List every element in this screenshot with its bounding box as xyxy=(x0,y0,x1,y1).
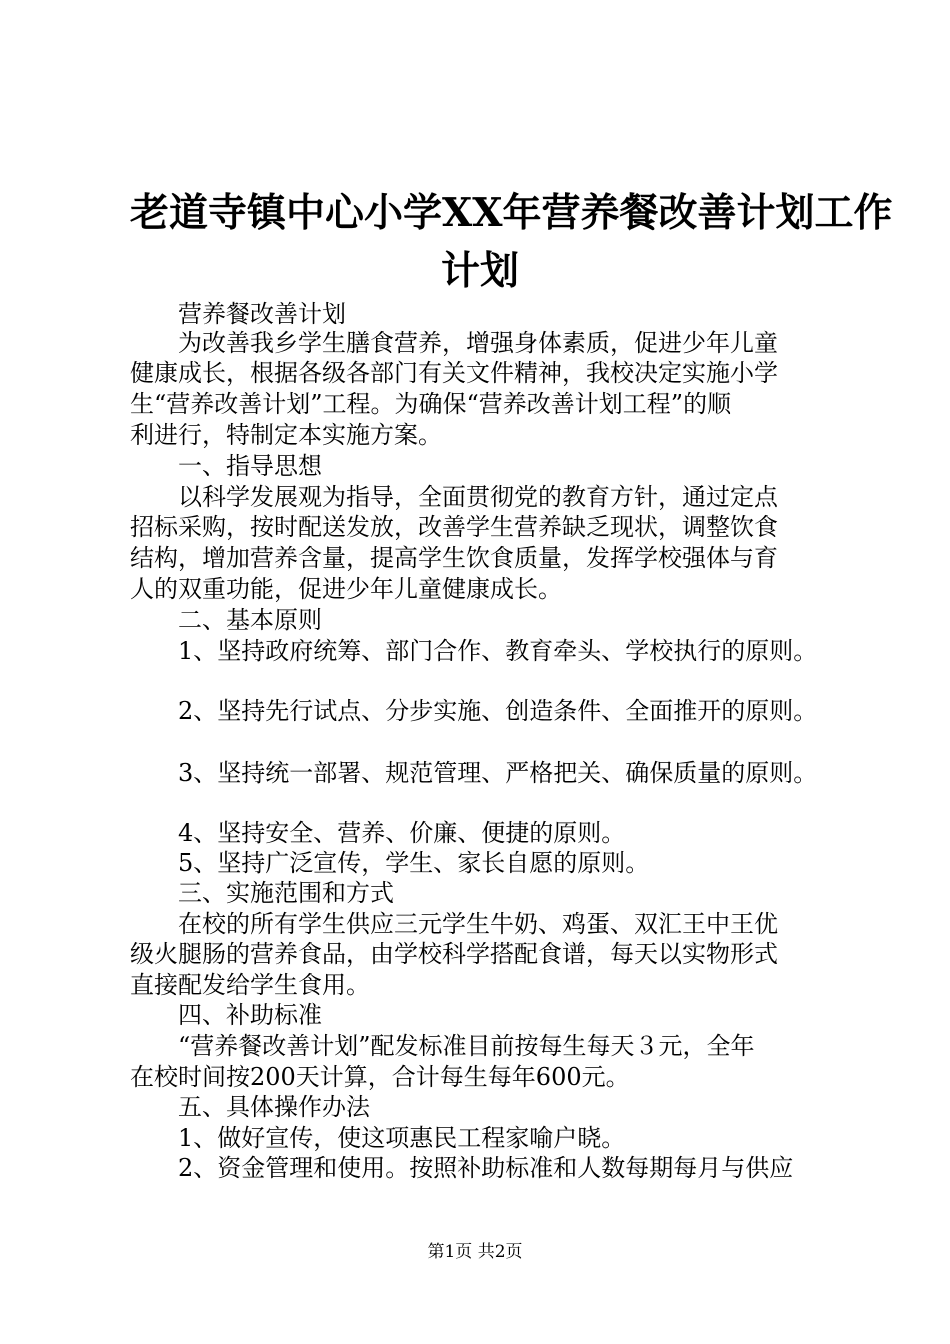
section-heading: 五、具体操作办法 xyxy=(178,1093,370,1121)
procedure-item: 2、资金管理和使用。按照补助标准和人数每期每月与供应 xyxy=(178,1154,794,1182)
paragraph-line: 人的双重功能，促进少年儿童健康成长。 xyxy=(130,575,562,603)
section-heading: 三、实施范围和方式 xyxy=(178,879,394,907)
paragraph-line: 利进行，特制定本实施方案。 xyxy=(130,421,442,449)
procedure-item: 1、做好宣传，使这项惠民工程家喻户晓。 xyxy=(178,1124,626,1152)
paragraph-line: 健康成长，根据各级各部门有关文件精神，我校决定实施小学 xyxy=(130,359,778,387)
paragraph-line: 生“营养改善计划”工程。为确保“营养改善计划工程”的顺 xyxy=(130,390,732,418)
principle-item: 4、坚持安全、营养、价廉、便捷的原则。 xyxy=(178,819,626,847)
section-heading: 二、基本原则 xyxy=(178,606,322,634)
document-title-line-1: 老道寺镇中心小学XX年营养餐改善计划工作 xyxy=(130,190,893,236)
section-heading: 一、指导思想 xyxy=(178,452,322,480)
document-title-line-2: 计划 xyxy=(440,248,519,294)
page-footer: 第1页 共2页 xyxy=(427,1242,523,1262)
paragraph-line: 直接配发给学生食用。 xyxy=(130,971,370,999)
principle-item: 2、坚持先行试点、分步实施、创造条件、全面推开的原则。 xyxy=(178,697,818,725)
paragraph-line: 以科学发展观为指导，全面贯彻党的教育方针，通过定点 xyxy=(178,483,778,511)
principle-item: 1、坚持政府统筹、部门合作、教育牵头、学校执行的原则。 xyxy=(178,637,818,665)
paragraph-line: 结构，增加营养含量，提高学生饮食质量，发挥学校强体与育 xyxy=(130,544,778,572)
subtitle: 营养餐改善计划 xyxy=(178,300,346,328)
paragraph-line: 在校的所有学生供应三元学生牛奶、鸡蛋、双汇王中王优 xyxy=(178,910,778,938)
paragraph-line: 招标采购，按时配送发放，改善学生营养缺乏现状，调整饮食 xyxy=(130,513,778,541)
paragraph-line: 为改善我乡学生膳食营养，增强身体素质，促进少年儿童 xyxy=(178,329,778,357)
paragraph-line: 级火腿肠的营养食品，由学校科学搭配食谱，每天以实物形式 xyxy=(130,940,778,968)
principle-item: 3、坚持统一部署、规范管理、严格把关、确保质量的原则。 xyxy=(178,759,818,787)
principle-item: 5、坚持广泛宣传，学生、家长自愿的原则。 xyxy=(178,849,650,877)
paragraph-line: 在校时间按200天计算，合计每生每年600元。 xyxy=(130,1063,630,1091)
section-heading: 四、补助标准 xyxy=(178,1001,322,1029)
paragraph-line: “营养餐改善计划”配发标准目前按每生每天３元，全年 xyxy=(178,1032,755,1060)
